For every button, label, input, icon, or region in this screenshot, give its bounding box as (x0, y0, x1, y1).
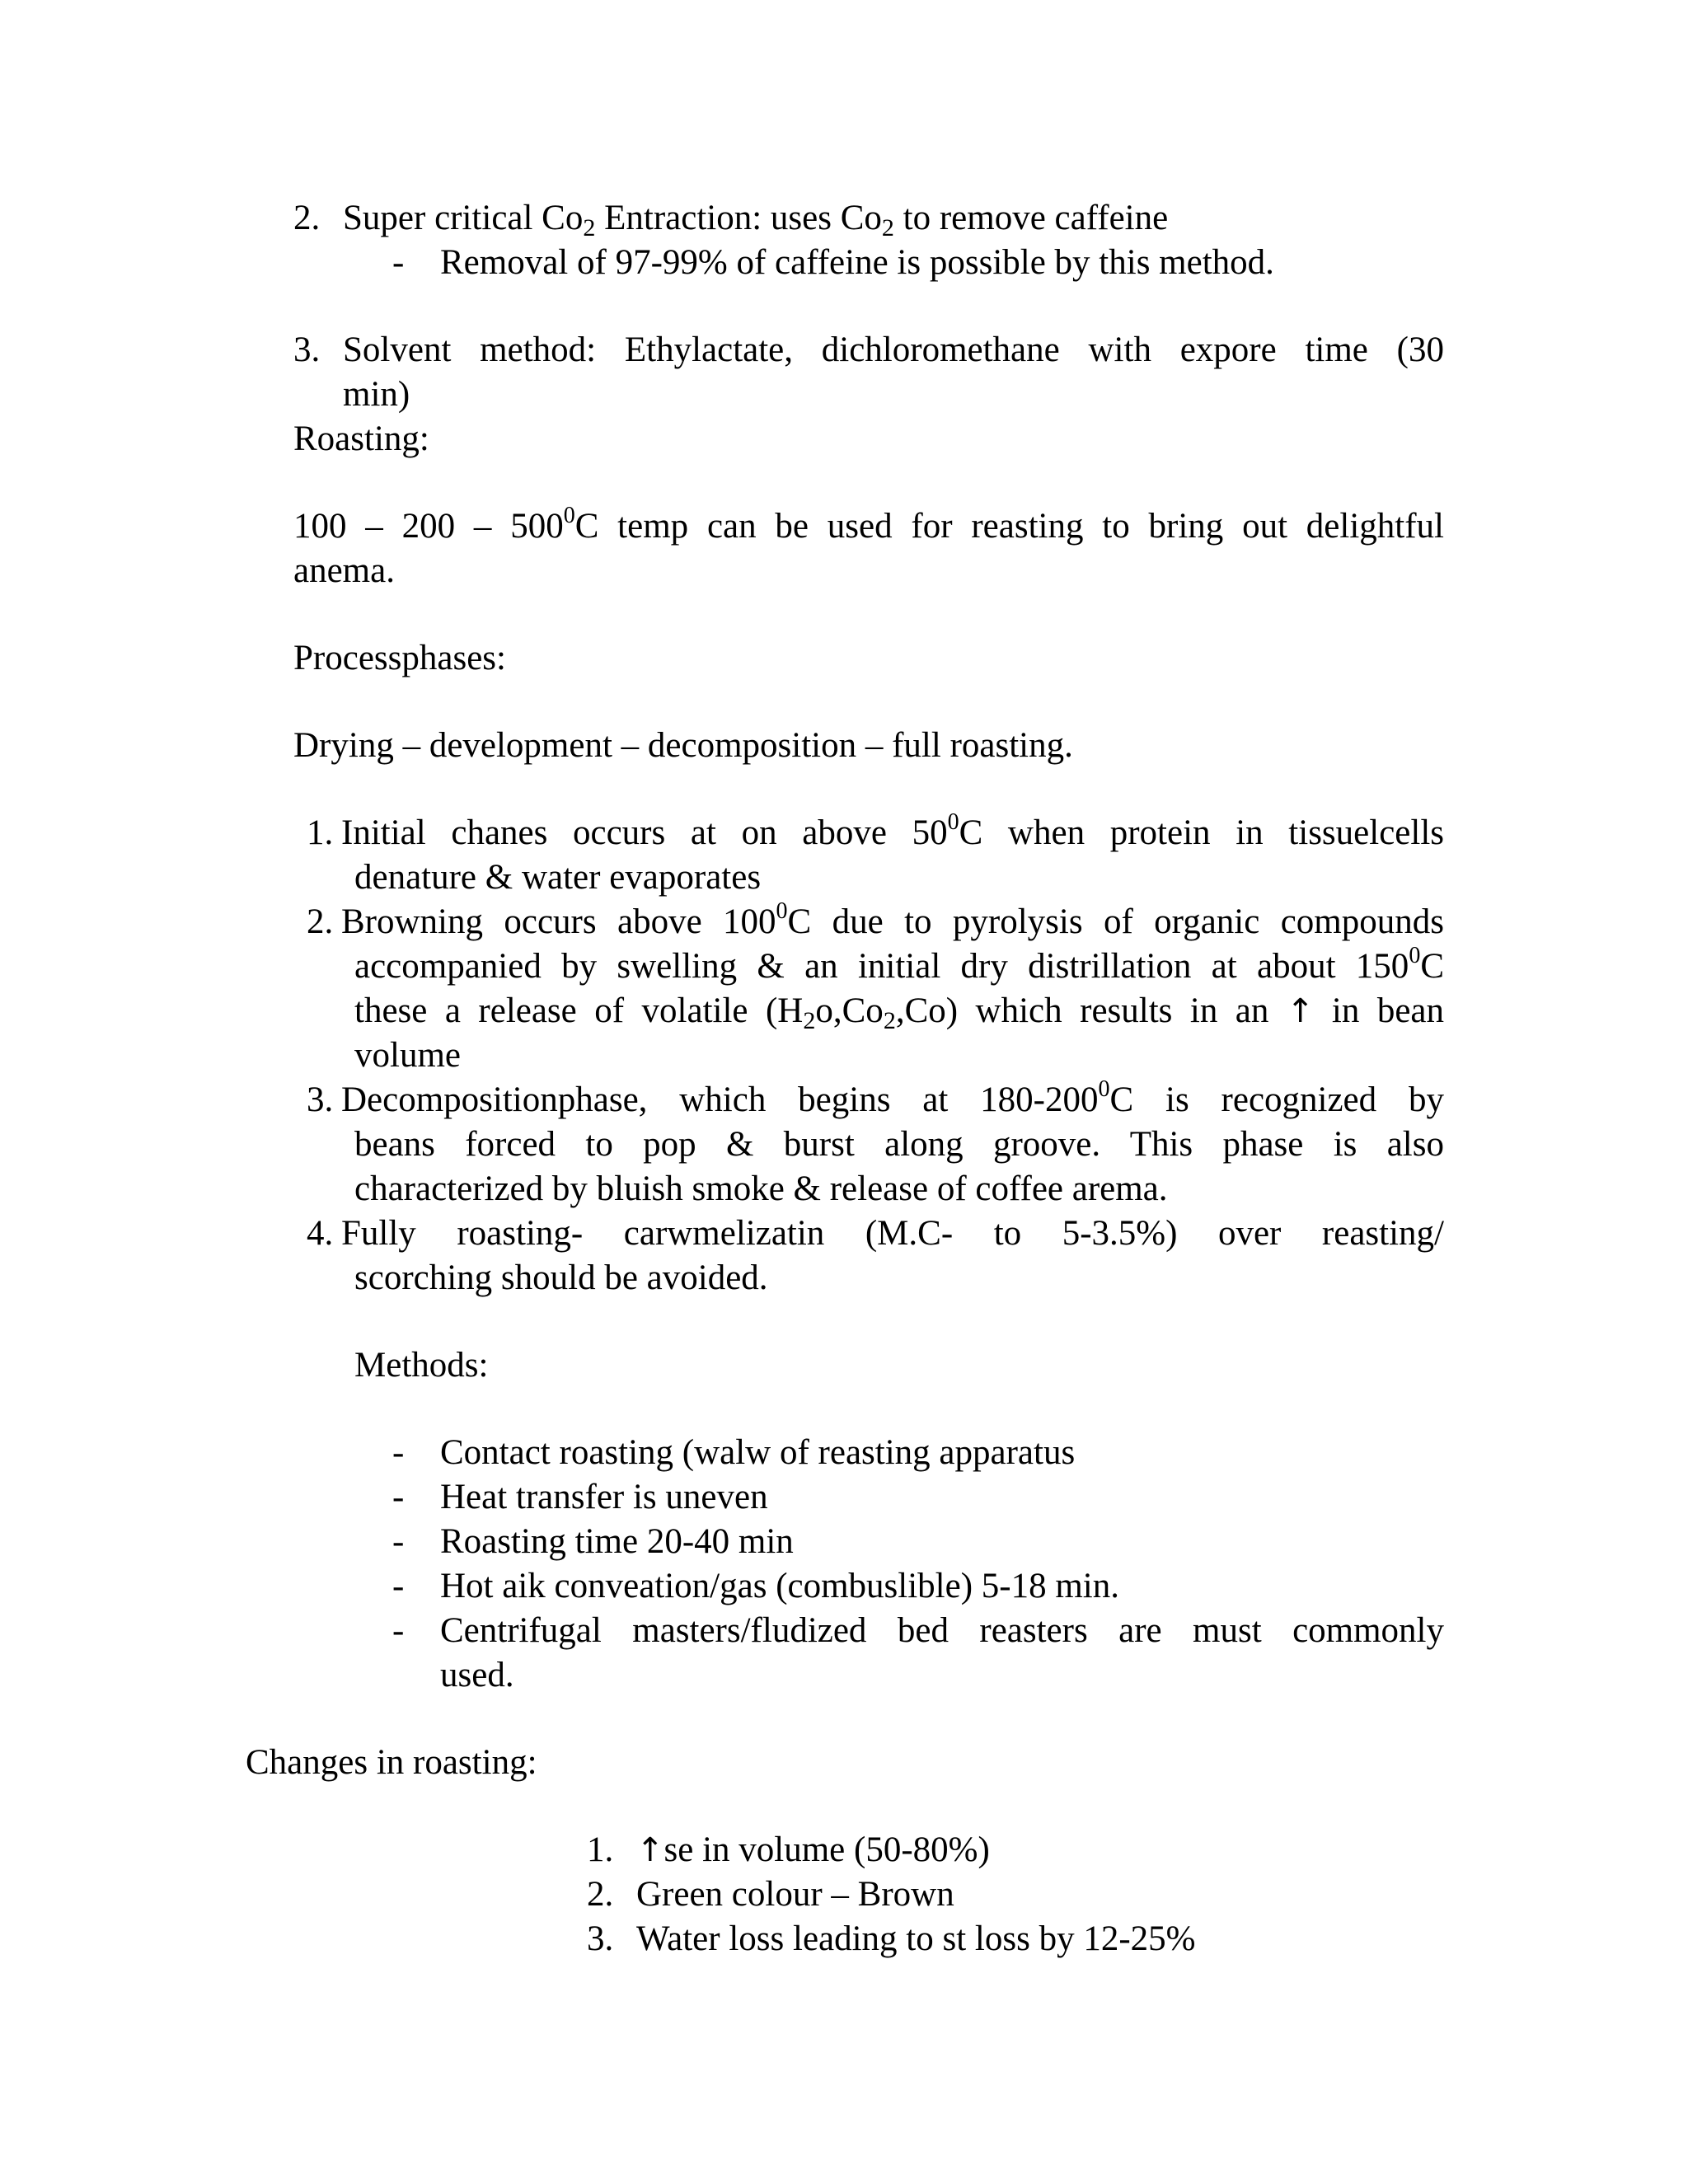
step-1-line-2: denature & water evaporates (354, 858, 762, 897)
changes-heading: Changes in roasting: (246, 1743, 537, 1782)
step-1-number: 1. (307, 813, 334, 852)
process-heading: Processphases: (293, 639, 506, 677)
step-3-line-3: characterized by bluish smoke & release of coffee arema. (354, 1169, 1168, 1208)
step-1-line-1: Initial chanes occurs at on above $50^0C$ when protein in tissuelcells (341, 809, 1445, 852)
temp-line-1: $100 - 200 - 500^0C$ temp can be used for reasting to bring out delightful (293, 503, 1444, 546)
method-item: Roasting time 20-40 min (440, 1522, 794, 1561)
method-4-dash: - (392, 1567, 405, 1605)
item-2-number: 2. (293, 199, 321, 237)
method-5-dash: - (392, 1611, 405, 1650)
change-1-number: 1. (587, 1830, 614, 1869)
step-2-line-4: volume (354, 1036, 461, 1075)
method-2-dash: - (392, 1478, 405, 1516)
method-3-dash: - (392, 1522, 405, 1561)
roasting-heading: Roasting: (293, 419, 429, 458)
item-3-line-2: min) (343, 375, 410, 414)
step-2-line-3: these a release of volatile $(H_2o,Co_2,Co)$ which results in an ↑ in bean (354, 991, 1444, 1034)
temp-line-2: anema. (293, 551, 395, 590)
step-2-number: 2. (307, 902, 334, 941)
change-item: Water loss leading to st loss by 12-25% (636, 1919, 1196, 1958)
method-item: Hot aik conveation/gas (combuslible) 5-18 min. (440, 1567, 1119, 1605)
step-4-line-2: scorching should be avoided. (354, 1258, 768, 1297)
phases-line: Drying – development – decomposition – full roasting. (293, 726, 1073, 765)
methods-heading: Methods: (354, 1346, 489, 1385)
method-item: Contact roasting (walw of reasting apparatus (440, 1433, 1076, 1472)
change-item: Green colour – Brown (636, 1875, 954, 1914)
step-3-line-1: Decompositionphase, which begins at $180-200^0C$ is recognized by (341, 1076, 1444, 1119)
step-2-line-1: Browning occurs above $100^0C$ due to pyrolysis of organic compounds (341, 898, 1444, 941)
step-3-line-2: beans forced to pop & burst along groove. This phase is also (354, 1125, 1444, 1164)
change-2-number: 2. (587, 1875, 614, 1914)
item-2-bullet: Removal of 97-99% of caffeine is possible by this method. (440, 243, 1274, 282)
method-1-dash: - (392, 1433, 405, 1472)
method-item-continuation: used. (440, 1656, 514, 1694)
method-item: Centrifugal masters/fludized bed reasters are must commonly (440, 1611, 1444, 1650)
up-arrow-icon: ↑ (636, 1831, 664, 1869)
change-3-number: 3. (587, 1919, 614, 1958)
step-3-number: 3. (307, 1080, 334, 1119)
item-3-line-1: Solvent method: Ethylactate, dichloromethane with expore time (30 (343, 330, 1444, 369)
step-4-number: 4. (307, 1214, 334, 1253)
change-item: ↑se in volume (50-80%) (636, 1830, 990, 1869)
method-item: Heat transfer is uneven (440, 1478, 768, 1516)
up-arrow-icon: ↑ (1286, 992, 1315, 1030)
item-2-text: Super critical $Co_2$ Entraction: uses $Co_2$ to remove caffeine (343, 199, 1169, 241)
item-3-number: 3. (293, 330, 321, 369)
step-2-line-2: accompanied by swelling & an initial dry distrillation at about $150^0C$ (354, 943, 1444, 986)
step-4-line-1: Fully roasting- carwmelizatin (M.C- to 5-3.5%) over reasting/ (341, 1214, 1444, 1253)
item-2-dash: - (392, 243, 405, 282)
